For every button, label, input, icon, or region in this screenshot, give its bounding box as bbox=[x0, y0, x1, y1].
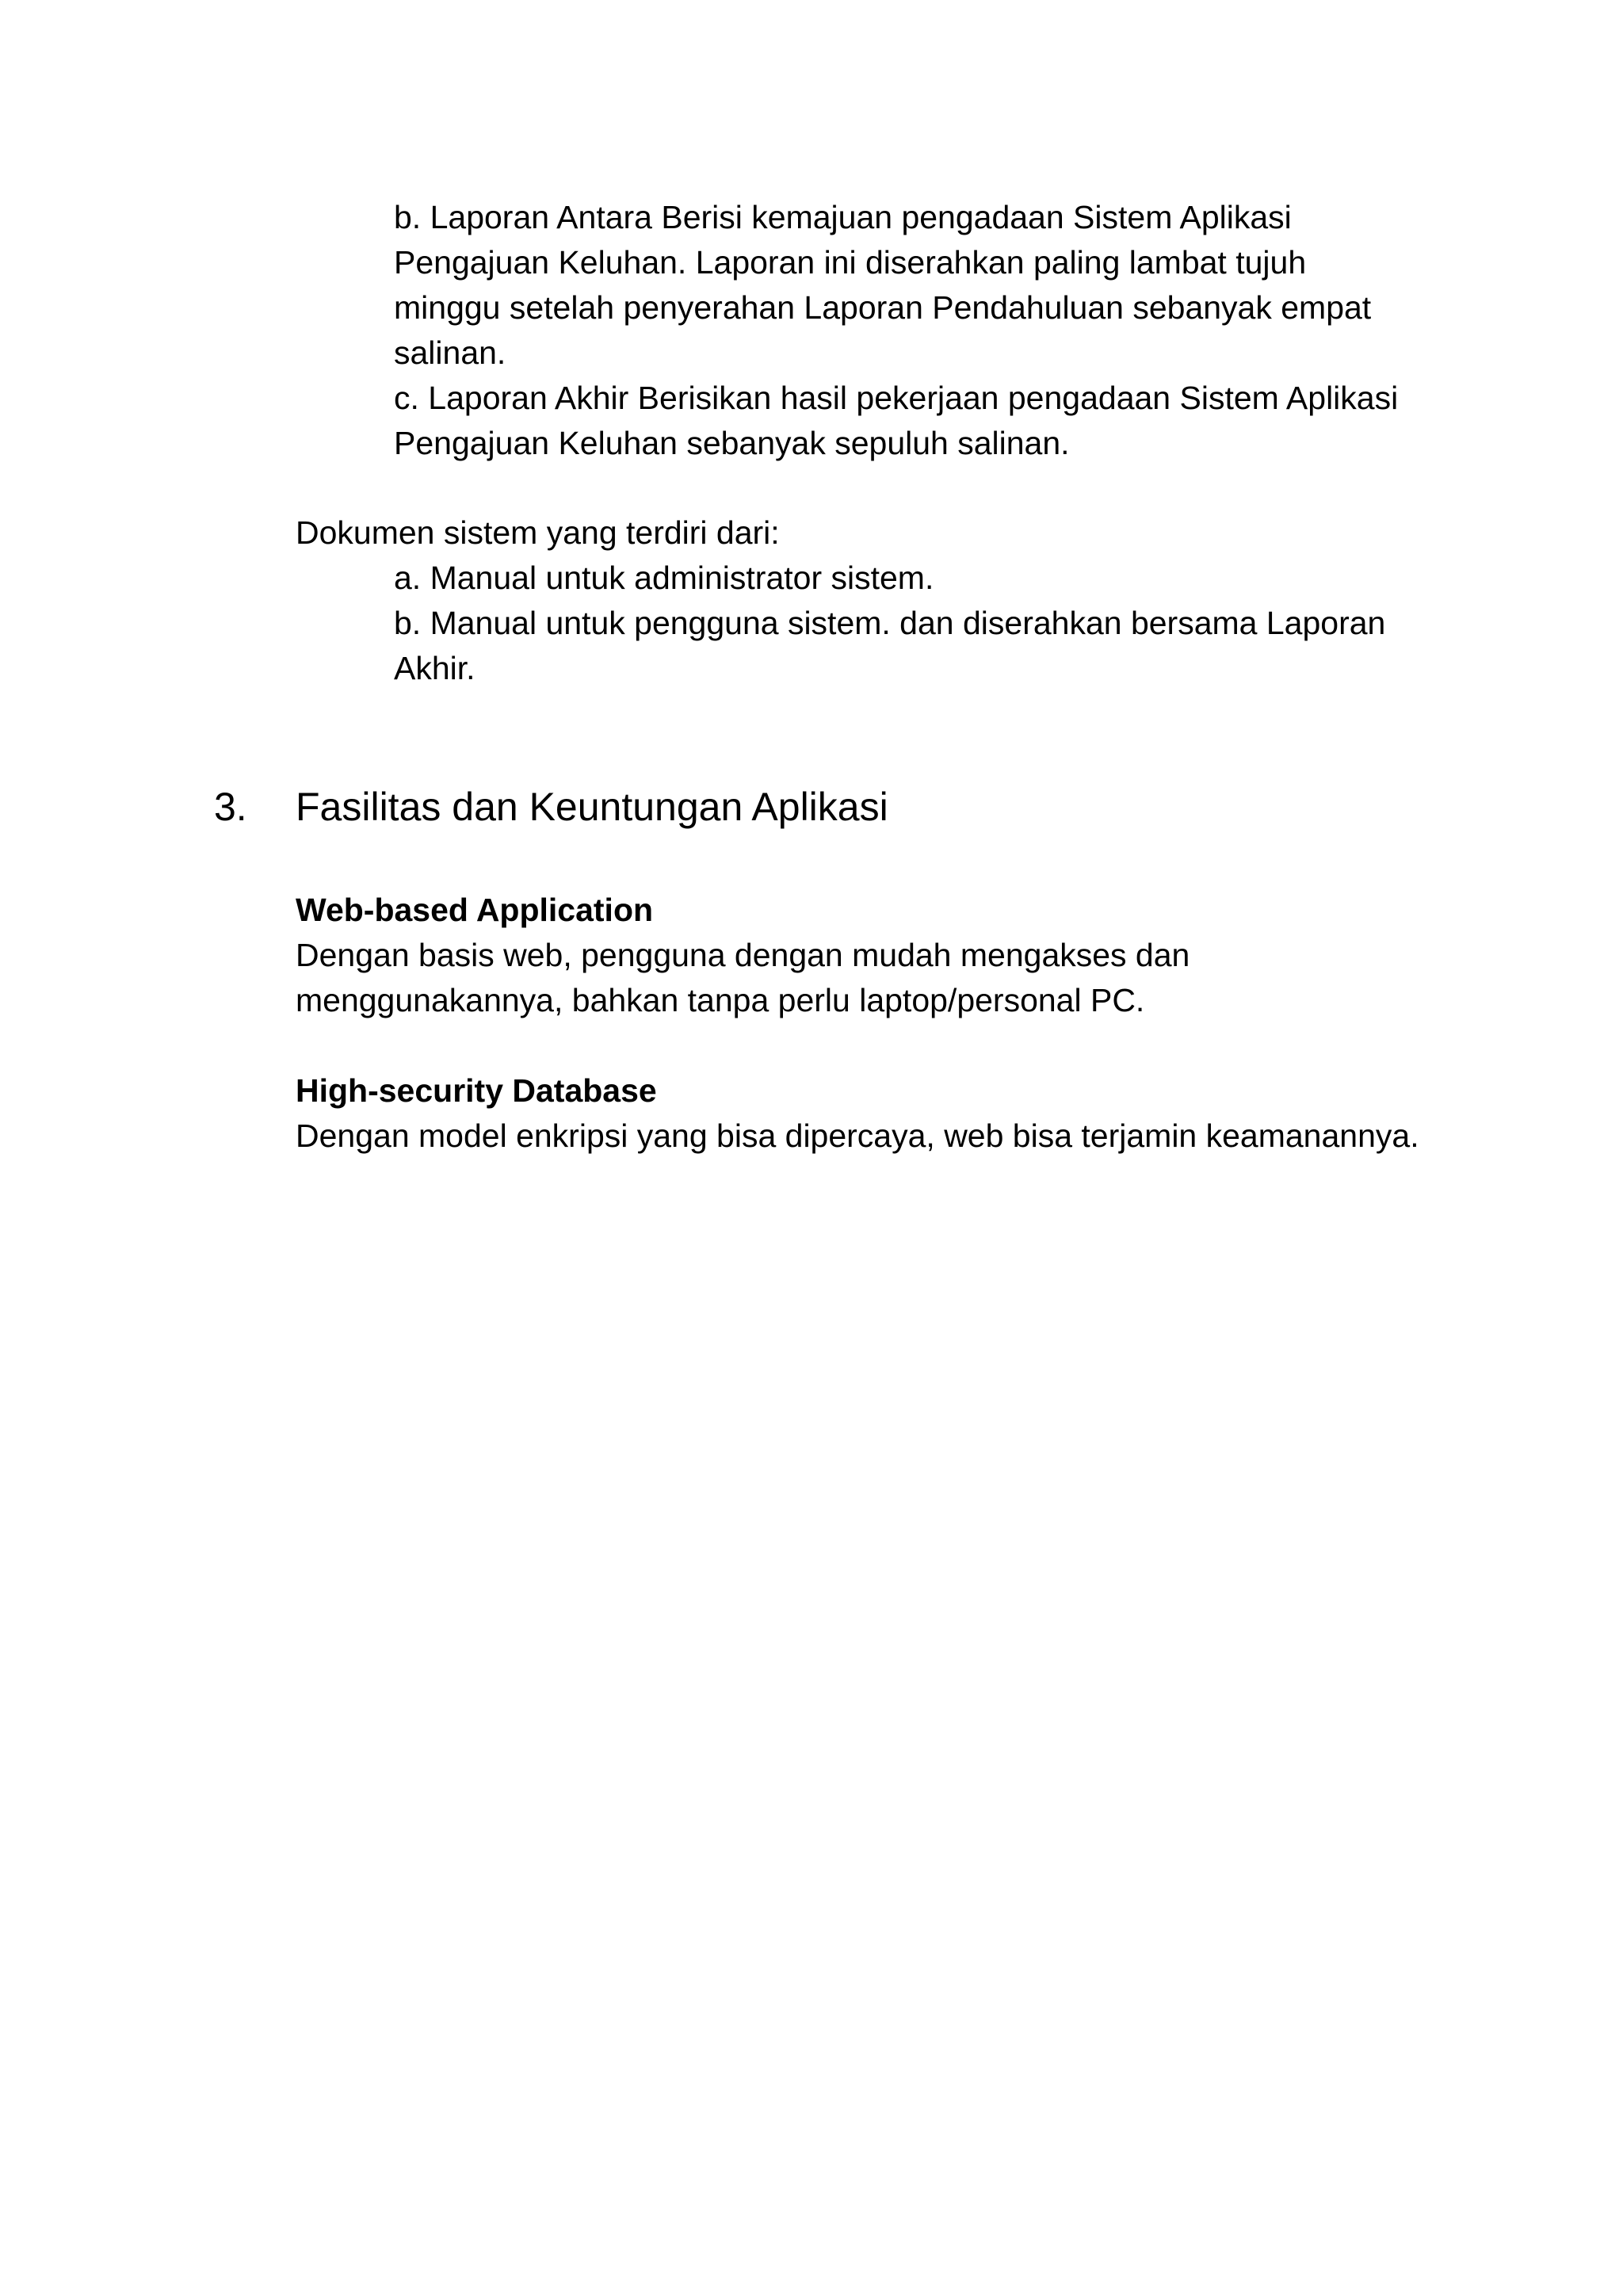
dokumen-intro-block bbox=[296, 510, 780, 556]
dokumen-b-line: b. Manual untuk pengguna sistem. dan diserahkan bersama Laporan bbox=[394, 605, 1386, 641]
laporan-b-line: minggu setelah penyerahan Laporan Pendahuluan sebanyak empat bbox=[394, 289, 1372, 326]
laporan-b-line: b. Laporan Antara Berisi kemajuan pengadaan Sistem Aplikasi bbox=[394, 199, 1292, 235]
feature-web-based bbox=[296, 888, 1190, 1023]
feature-heading: Web-based Application bbox=[296, 892, 654, 928]
laporan-c-line: c. Laporan Akhir Berisikan hasil pekerjaan pengadaan Sistem Aplikasi bbox=[394, 380, 1399, 416]
feature-text-line: Dengan basis web, pengguna dengan mudah mengakses dan bbox=[296, 937, 1190, 973]
laporan-c-line: Pengajuan Keluhan sebanyak sepuluh salinan. bbox=[394, 425, 1070, 461]
section-number: 3. bbox=[214, 785, 247, 829]
dokumen-intro: Dokumen sistem yang terdiri dari: bbox=[296, 514, 780, 551]
laporan-b-line: Pengajuan Keluhan. Laporan ini diserahkan paling lambat tujuh bbox=[394, 244, 1307, 281]
feature-high-security bbox=[296, 1068, 1419, 1159]
dokumen-a-line: a. Manual untuk administrator sistem. bbox=[394, 560, 934, 596]
dokumen-b-line: Akhir. bbox=[394, 650, 475, 686]
feature-text-line: menggunakannya, bahkan tanpa perlu laptop/personal PC. bbox=[296, 982, 1145, 1018]
feature-heading: High-security Database bbox=[296, 1072, 657, 1109]
section-title: Fasilitas dan Keuntungan Aplikasi bbox=[296, 785, 888, 829]
dokumen-list bbox=[394, 556, 1385, 691]
feature-text-line: Dengan model enkripsi yang bisa dipercaya, web bisa terjamin keamanannya. bbox=[296, 1117, 1419, 1154]
laporan-list bbox=[394, 195, 1398, 466]
laporan-b-line: salinan. bbox=[394, 334, 506, 371]
